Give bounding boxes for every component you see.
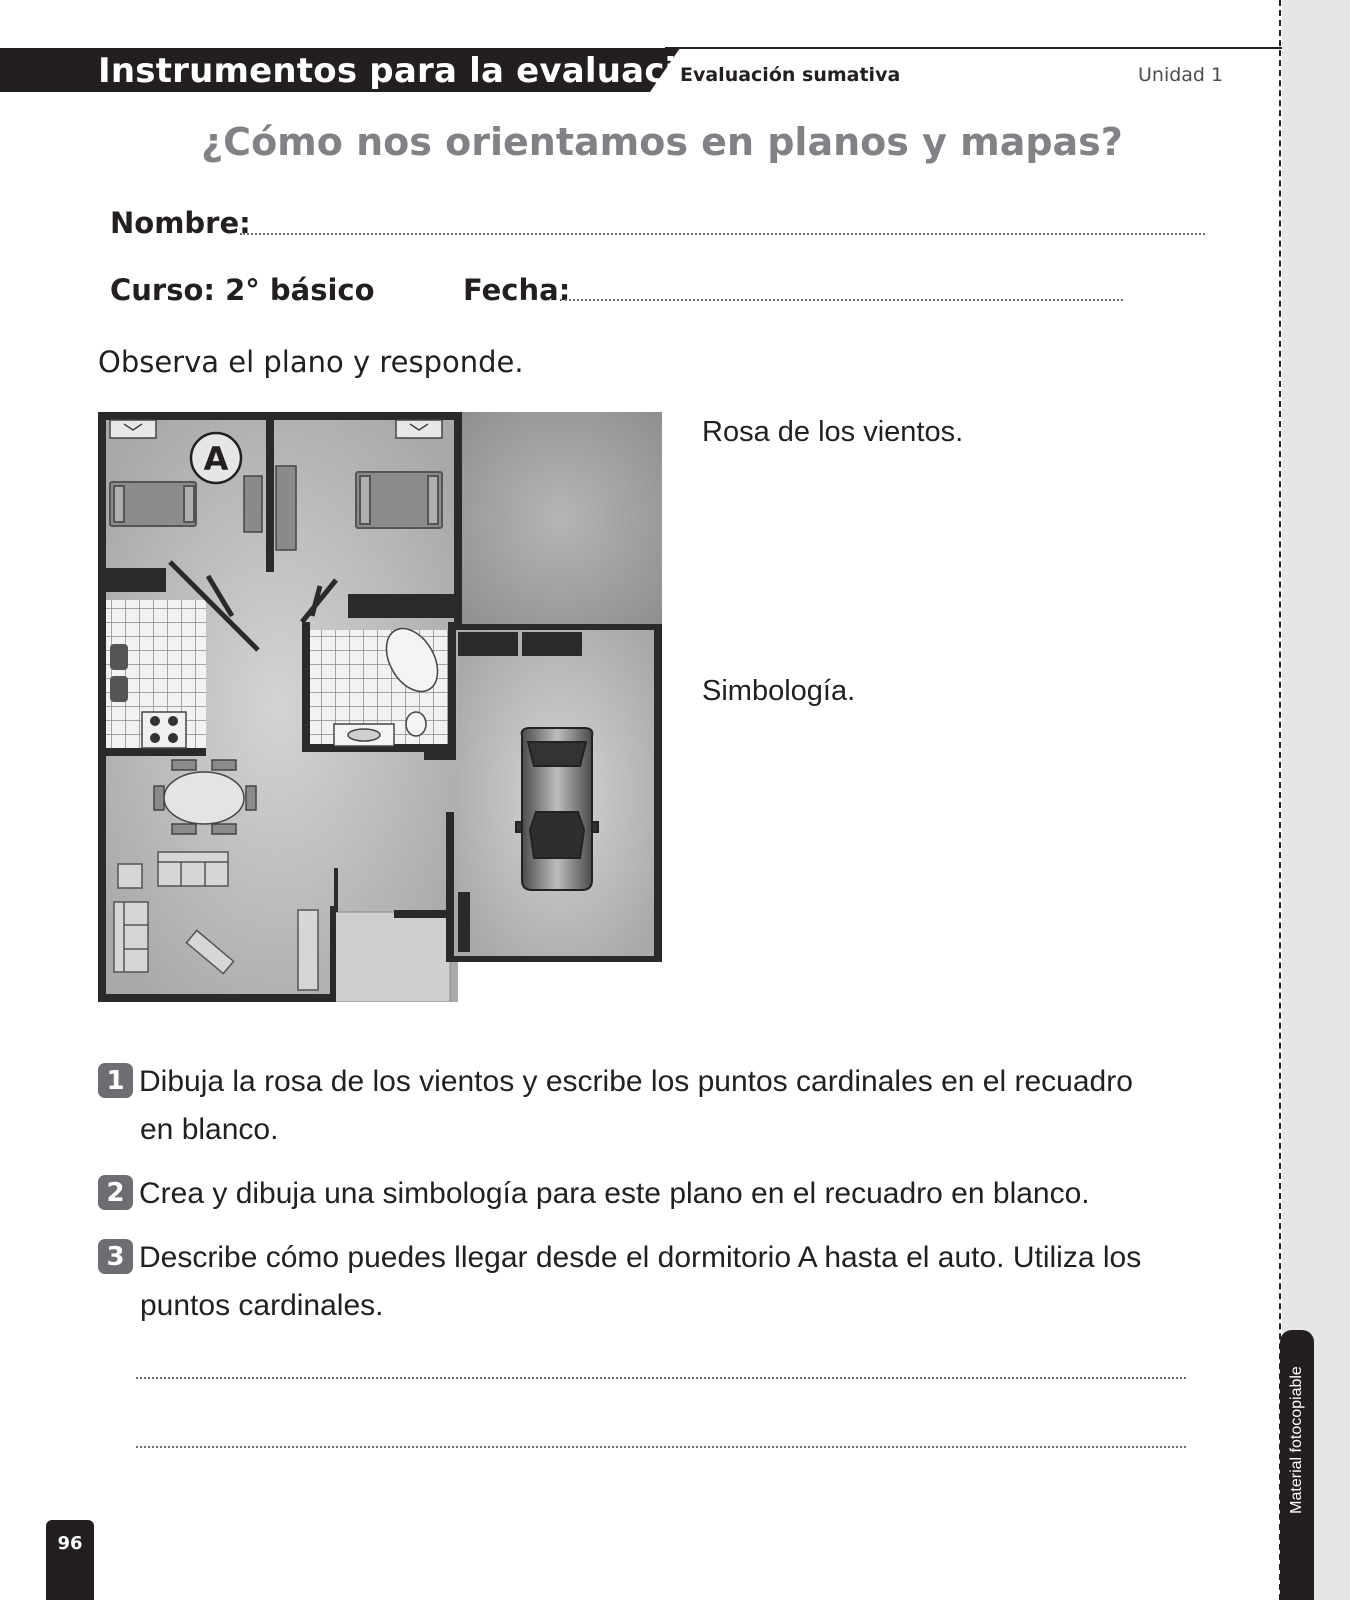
- fecha-label: Fecha:: [463, 273, 571, 307]
- question-2: [98, 1170, 1158, 1218]
- instruction-text: Observa el plano y responde.: [98, 345, 524, 379]
- unit-label: Unidad 1: [1138, 64, 1224, 86]
- question-number-badge: 1: [98, 1063, 133, 1098]
- page-number: 96: [57, 1533, 83, 1554]
- question-3: [98, 1234, 1158, 1330]
- side-label: Material fotocopiable: [1288, 1366, 1305, 1514]
- room-a-letter: A: [203, 440, 229, 478]
- answer-line[interactable]: [136, 1446, 1186, 1448]
- header-title: Instrumentos para la evaluación: [98, 51, 725, 91]
- porch: [334, 912, 450, 1002]
- nombre-field[interactable]: [240, 233, 1205, 235]
- question-text-continued: en blanco.: [140, 1113, 279, 1146]
- header-subtitle: Evaluación sumativa: [680, 64, 901, 86]
- side-label-wrap: [1283, 1360, 1311, 1520]
- nombre-label: Nombre:: [110, 206, 251, 240]
- car: [516, 728, 598, 890]
- simbologia-box-label: Simbología.: [702, 675, 856, 707]
- question-1: [98, 1058, 1158, 1154]
- question-text: Dibuja la rosa de los vientos y escribe los puntos cardinales en el recuadro: [139, 1065, 1133, 1098]
- garden: [458, 412, 662, 624]
- question-number-badge: 3: [98, 1239, 133, 1274]
- fecha-field[interactable]: [560, 299, 1123, 301]
- page-number-tab: [46, 1520, 94, 1600]
- house-floor-plan: [98, 412, 662, 1002]
- rosa-box-label: Rosa de los vientos.: [702, 416, 964, 448]
- question-number-badge: 2: [98, 1175, 133, 1210]
- question-text-continued: puntos cardinales.: [140, 1289, 384, 1322]
- question-text: Describe cómo puedes llegar desde el dormitorio A hasta el auto. Utiliza los: [139, 1241, 1142, 1274]
- curso-label: Curso: 2° básico: [110, 273, 375, 307]
- page-title: ¿Cómo nos orientamos en planos y mapas?: [201, 120, 1123, 164]
- answer-line[interactable]: [136, 1377, 1186, 1379]
- header-rule: [665, 47, 1350, 49]
- question-text: Crea y dibuja una simbología para este plano en el recuadro en blanco.: [139, 1177, 1090, 1210]
